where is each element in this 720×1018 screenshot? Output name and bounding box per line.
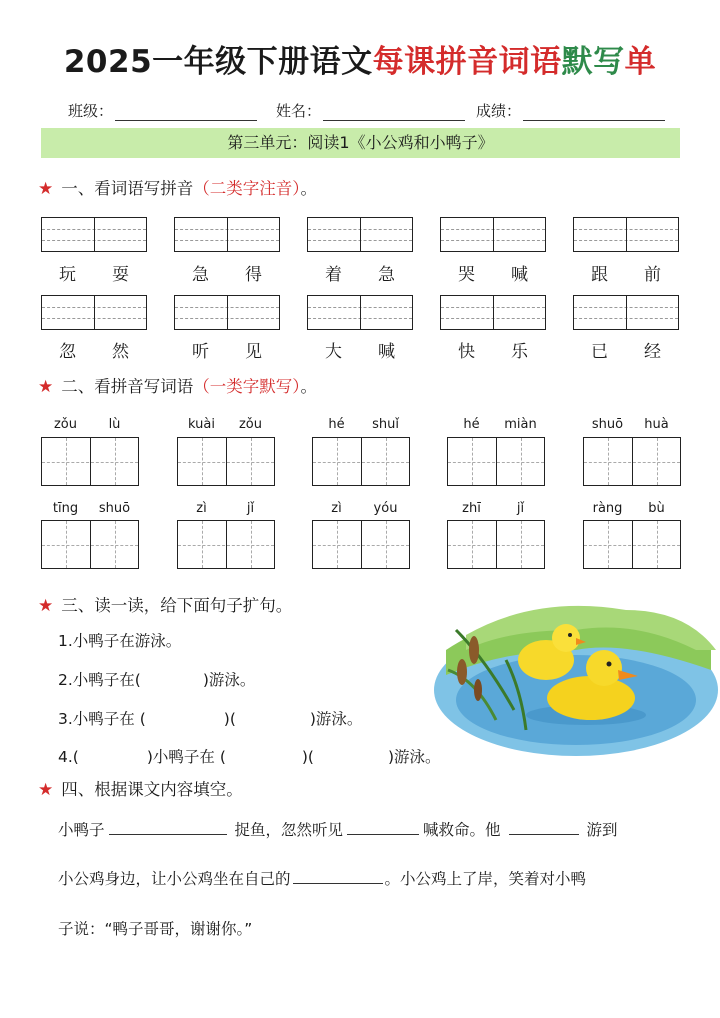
word-char: 喊: [378, 342, 395, 362]
word-char: 快: [458, 342, 475, 362]
pinyin-writing-box[interactable]: [440, 217, 546, 252]
word-char: 耍: [112, 265, 129, 285]
word-char: 乐: [511, 342, 528, 362]
character-writing-grid[interactable]: [447, 437, 545, 486]
pinyin-syllable: bù: [648, 501, 665, 516]
pinyin-writing-box[interactable]: [41, 295, 147, 330]
sentence-2: 2.小鸭子在( )游泳。: [58, 671, 256, 689]
fill-blank-4[interactable]: [293, 868, 383, 884]
pinyin-syllable: shuō: [591, 417, 624, 432]
word-char: 忽: [59, 342, 76, 362]
name-label: 姓名：: [276, 102, 322, 120]
section2-note: （一类字默写）: [193, 377, 301, 396]
character-writing-grid[interactable]: [312, 520, 410, 569]
ducklings-illustration: [426, 590, 718, 760]
star-icon: ★: [38, 179, 54, 199]
pinyin-syllable: zǒu: [238, 417, 263, 432]
pinyin-writing-box[interactable]: [307, 217, 413, 252]
pinyin-syllable: zì: [196, 501, 207, 516]
pinyin-writing-box[interactable]: [41, 217, 147, 252]
title-part4: 单: [624, 44, 657, 80]
pinyin-syllable: shuō: [98, 501, 131, 516]
word-char: 着: [325, 265, 342, 285]
pinyin-syllable: jǐ: [516, 501, 525, 516]
sentence-3: 3.小鸭子在 ( )( )游泳。: [58, 710, 363, 728]
class-input-line[interactable]: [115, 104, 257, 121]
fill-line-2: 小公鸡身边，让小公鸡坐在自己的 。小公鸡上了岸，笑着对小鸭: [58, 870, 587, 888]
section4-title: ★ 四、根据课文内容填空。: [38, 780, 243, 800]
pinyin-syllable: jǐ: [246, 501, 255, 516]
score-input-line[interactable]: [523, 104, 665, 121]
pinyin-syllable: zhī: [462, 501, 481, 516]
pinyin-writing-box[interactable]: [440, 295, 546, 330]
pinyin-syllable: tīng: [52, 501, 79, 516]
pinyin-syllable: kuài: [188, 417, 215, 432]
pinyin-syllable: shuǐ: [372, 417, 399, 432]
word-char: 喊: [511, 265, 528, 285]
character-writing-grid[interactable]: [177, 437, 275, 486]
class-field: [68, 100, 257, 121]
star-icon: ★: [38, 780, 54, 800]
word-char: 急: [192, 265, 209, 285]
pinyin-syllable: zǒu: [53, 417, 78, 432]
word-char: 经: [644, 342, 661, 362]
unit-banner: 第三单元：阅读1《小公鸡和小鸭子》: [41, 128, 680, 158]
worksheet-title: [0, 36, 720, 81]
name-field: [276, 100, 465, 121]
class-label: 班级：: [68, 102, 114, 120]
title-part1: 2025一年级下册语文: [63, 44, 373, 80]
word-char: 已: [591, 342, 608, 362]
score-label: 成绩：: [476, 102, 522, 120]
fill-line-3: 子说：“鸭子哥哥，谢谢你。”: [58, 920, 253, 938]
title-part2: 每课拼音词语: [372, 44, 562, 80]
pinyin-syllable: zì: [331, 501, 342, 516]
sentence-1: 1.小鸭子在游泳。: [58, 632, 182, 650]
word-char: 前: [644, 265, 661, 285]
pinyin-syllable: yóu: [373, 501, 398, 516]
pinyin-writing-box[interactable]: [573, 217, 679, 252]
star-icon: ★: [38, 596, 54, 616]
pinyin-writing-box[interactable]: [174, 217, 280, 252]
word-char: 哭: [458, 265, 475, 285]
title-part3: 默写: [561, 44, 625, 80]
character-writing-grid[interactable]: [583, 520, 681, 569]
word-char: 见: [245, 342, 262, 362]
section3-title: ★ 三、读一读，给下面句子扩句。: [38, 596, 293, 616]
word-char: 得: [245, 265, 262, 285]
sentence-4: 4.( )小鸭子在 ( )( )游泳。: [58, 748, 441, 766]
pinyin-writing-box[interactable]: [174, 295, 280, 330]
pinyin-writing-box[interactable]: [307, 295, 413, 330]
pinyin-syllable: lù: [108, 417, 121, 432]
section1-note: （二类字注音）: [193, 179, 301, 198]
character-writing-grid[interactable]: [41, 520, 139, 569]
character-writing-grid[interactable]: [177, 520, 275, 569]
word-char: 急: [378, 265, 395, 285]
pinyin-syllable: huà: [644, 417, 669, 432]
character-writing-grid[interactable]: [583, 437, 681, 486]
fill-line-1: 小鸭子 捉鱼，忽然听见 喊救命。他 游到: [58, 821, 618, 839]
fill-blank-3[interactable]: [509, 819, 579, 835]
character-writing-grid[interactable]: [312, 437, 410, 486]
name-input-line[interactable]: [323, 104, 465, 121]
word-char: 跟: [591, 265, 608, 285]
pinyin-writing-box[interactable]: [573, 295, 679, 330]
pinyin-syllable: hé: [328, 417, 345, 432]
score-field: [476, 100, 665, 121]
character-writing-grid[interactable]: [447, 520, 545, 569]
fill-blank-1[interactable]: [109, 819, 227, 835]
fill-blank-2[interactable]: [347, 819, 419, 835]
star-icon: ★: [38, 377, 54, 397]
pinyin-syllable: miàn: [504, 417, 537, 432]
pinyin-syllable: ràng: [592, 501, 623, 516]
word-char: 大: [325, 342, 342, 362]
section1-title: ★ 一、看词语写拼音（二类字注音）。: [38, 179, 317, 199]
word-char: 玩: [59, 265, 76, 285]
pinyin-syllable: hé: [463, 417, 480, 432]
word-char: 然: [112, 342, 129, 362]
section2-title: ★ 二、看拼音写词语（一类字默写）。: [38, 377, 317, 397]
word-char: 听: [192, 342, 209, 362]
character-writing-grid[interactable]: [41, 437, 139, 486]
